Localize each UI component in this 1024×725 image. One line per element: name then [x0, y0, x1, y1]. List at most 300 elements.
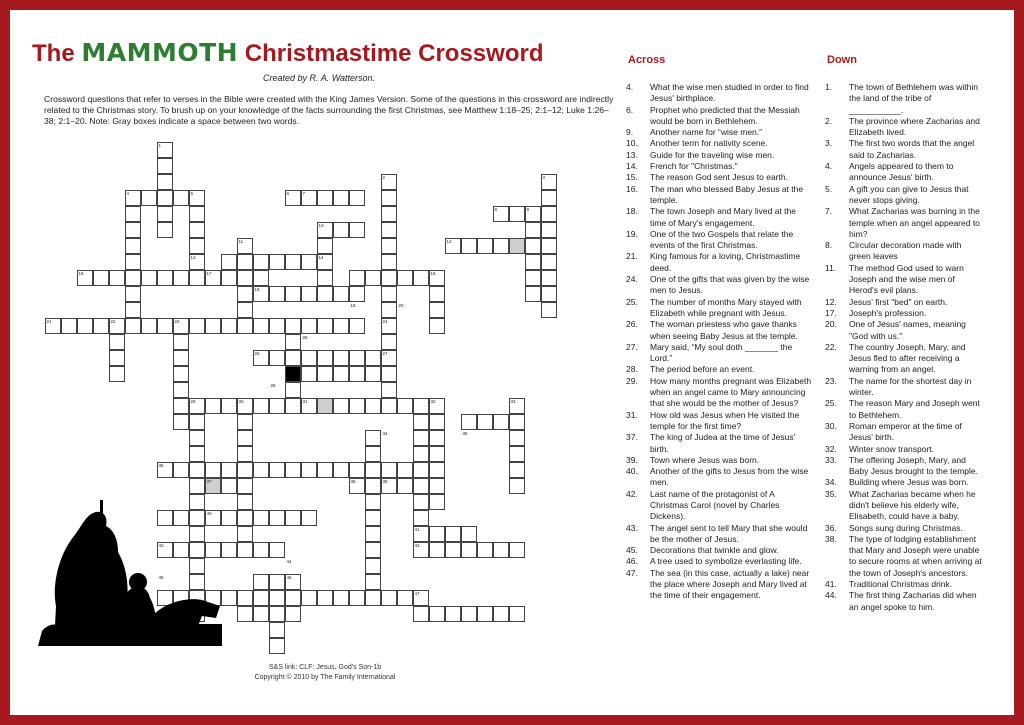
grid-cell[interactable]	[125, 270, 141, 286]
byline: Created by R. A. Watterson.	[263, 73, 376, 83]
clue-text: One of the gifts that was given by the wise men to Jesus.	[650, 274, 810, 296]
grid-cell[interactable]	[333, 398, 349, 414]
grid-number: 40	[206, 511, 212, 516]
clue-text: A tree used to symbolize everlasting life.	[650, 556, 802, 567]
grid-cell[interactable]	[77, 318, 93, 334]
grid-cell[interactable]	[269, 542, 285, 558]
grid-cell[interactable]	[157, 174, 173, 190]
grid-cell[interactable]	[253, 318, 269, 334]
clue-number: 16.	[626, 183, 638, 194]
clue-number: 7.	[825, 206, 833, 217]
clue-number: 23.	[825, 375, 837, 386]
grid-cell[interactable]	[237, 254, 253, 270]
clue-number: 34.	[825, 477, 837, 488]
grid-cell[interactable]	[349, 286, 365, 302]
grid-number: 35	[462, 431, 468, 436]
grid-cell[interactable]	[365, 350, 381, 366]
grid-cell[interactable]	[349, 222, 365, 238]
grid-cell[interactable]	[301, 254, 317, 270]
grid-cell[interactable]	[301, 462, 317, 478]
grid-cell[interactable]	[221, 318, 237, 334]
grid-cell[interactable]	[269, 606, 285, 622]
grid-cell[interactable]	[173, 190, 189, 206]
grid-cell[interactable]	[221, 270, 237, 286]
grid-cell[interactable]	[381, 286, 397, 302]
down-clue	[825, 308, 985, 319]
grid-cell[interactable]	[317, 286, 333, 302]
grid-cell[interactable]	[477, 542, 493, 558]
grid-cell[interactable]	[333, 590, 349, 606]
grid-cell[interactable]	[525, 222, 541, 238]
grid-cell[interactable]	[429, 430, 445, 446]
clue-text: Another term for nativity scene.	[650, 138, 768, 149]
grid-cell[interactable]	[477, 414, 493, 430]
grid-cell[interactable]	[525, 238, 541, 254]
clue-number: 6.	[626, 104, 634, 115]
clue-number: 36.	[825, 522, 837, 533]
grid-cell[interactable]	[125, 254, 141, 270]
across-clue	[626, 229, 814, 252]
grid-cell[interactable]	[189, 270, 205, 286]
grid-cell[interactable]	[237, 478, 253, 494]
grid-cell[interactable]	[461, 542, 477, 558]
grid-cell[interactable]	[173, 414, 189, 430]
grid-cell[interactable]	[381, 302, 397, 318]
grid-cell[interactable]	[397, 398, 413, 414]
clue-number: 1.	[825, 82, 833, 92]
across-clue	[626, 545, 814, 556]
grid-cell[interactable]	[413, 606, 429, 622]
grid-cell[interactable]	[253, 398, 269, 414]
grid-cell[interactable]	[173, 398, 189, 414]
grid-cell[interactable]	[189, 446, 205, 462]
grid-cell[interactable]	[365, 510, 381, 526]
clue-number: 14.	[626, 161, 638, 172]
grid-cell[interactable]	[285, 254, 301, 270]
grid-cell[interactable]	[397, 270, 413, 286]
clue-text: A gift you can give to Jesus that never stops giving.	[849, 183, 969, 205]
grid-cell[interactable]	[253, 590, 269, 606]
grid-cell[interactable]	[541, 286, 557, 302]
grid-cell[interactable]	[429, 318, 445, 334]
grid-cell[interactable]	[173, 270, 189, 286]
grid-cell[interactable]	[413, 494, 429, 510]
grid-cell[interactable]	[157, 270, 173, 286]
grid-cell[interactable]	[541, 206, 557, 222]
grid-cell[interactable]	[365, 494, 381, 510]
clue-number: 40.	[626, 466, 638, 477]
clue-number: 18.	[626, 206, 638, 217]
grid-cell[interactable]	[157, 318, 173, 334]
grid-cell[interactable]	[125, 318, 141, 334]
grid-cell[interactable]	[365, 574, 381, 590]
grid-cell[interactable]	[541, 222, 557, 238]
grid-cell[interactable]	[317, 238, 333, 254]
grid-cell[interactable]	[317, 366, 333, 382]
grid-cell[interactable]	[269, 462, 285, 478]
grid-cell[interactable]	[269, 350, 285, 366]
grid-cell[interactable]	[189, 430, 205, 446]
grid-cell[interactable]	[301, 590, 317, 606]
grid-cell[interactable]	[237, 286, 253, 302]
grid-cell[interactable]	[157, 158, 173, 174]
grid-cell[interactable]	[429, 302, 445, 318]
grid-cell[interactable]	[301, 318, 317, 334]
grid-cell[interactable]	[445, 542, 461, 558]
grid-cell[interactable]	[333, 318, 349, 334]
grid-cell[interactable]	[285, 510, 301, 526]
clue-text: The offering Joseph, Mary, and Baby Jesus brought to the temple.	[849, 454, 978, 477]
grid-cell[interactable]	[173, 462, 189, 478]
down-clue	[825, 477, 985, 488]
grid-cell[interactable]	[93, 318, 109, 334]
grid-cell[interactable]	[349, 190, 365, 206]
grid-cell[interactable]	[461, 606, 477, 622]
grid-cell[interactable]	[509, 446, 525, 462]
clue-number: 11.	[825, 262, 837, 273]
grid-number: 29	[190, 399, 196, 404]
across-clue	[626, 455, 814, 466]
down-clue	[825, 579, 985, 590]
grid-cell[interactable]	[429, 606, 445, 622]
clue-text: Traditional Christmas drink.	[849, 579, 953, 590]
grid-cell[interactable]	[205, 398, 221, 414]
grid-cell[interactable]	[397, 590, 413, 606]
grid-cell[interactable]	[189, 222, 205, 238]
grid-cell[interactable]	[125, 286, 141, 302]
grid-cell[interactable]	[381, 190, 397, 206]
grid-cell[interactable]	[93, 270, 109, 286]
grid-cell[interactable]	[157, 206, 173, 222]
down-clue	[825, 138, 985, 161]
grid-number: 23	[174, 319, 180, 324]
grid-cell[interactable]	[477, 238, 493, 254]
grid-cell[interactable]	[413, 462, 429, 478]
grid-cell[interactable]	[237, 430, 253, 446]
footer	[240, 663, 410, 683]
clue-text: What the wise men studied in order to find Jesus' birthplace.	[650, 82, 809, 104]
grid-cell[interactable]	[189, 478, 205, 494]
clue-text: The king of Judea at the time of Jesus' birth.	[650, 432, 796, 454]
grid-cell[interactable]	[109, 350, 125, 366]
grid-number: 14	[318, 255, 324, 260]
across-clue	[626, 410, 814, 433]
grid-cell[interactable]	[125, 222, 141, 238]
grid-cell[interactable]	[509, 462, 525, 478]
grid-cell[interactable]	[445, 606, 461, 622]
grid-cell[interactable]	[493, 542, 509, 558]
grid-cell[interactable]	[253, 270, 269, 286]
grid-cell[interactable]	[221, 478, 237, 494]
grid-cell[interactable]	[429, 526, 445, 542]
grid-cell[interactable]	[365, 446, 381, 462]
grid-cell[interactable]	[365, 542, 381, 558]
clue-text: The town of Bethlehem was within the land of the tribe of ___________.	[849, 82, 978, 115]
grid-cell[interactable]	[221, 254, 237, 270]
grid-number: 20	[398, 303, 404, 308]
grid-cell[interactable]	[237, 462, 253, 478]
grid-cell[interactable]	[461, 414, 477, 430]
grid-number: 28	[270, 383, 276, 388]
grid-cell[interactable]	[285, 286, 301, 302]
grid-cell[interactable]	[285, 334, 301, 350]
clue-number: 45.	[626, 545, 638, 556]
grid-cell[interactable]	[397, 478, 413, 494]
grid-cell[interactable]	[381, 382, 397, 398]
clue-number: 3.	[825, 138, 833, 149]
grid-cell[interactable]	[237, 414, 253, 430]
grid-cell[interactable]	[381, 222, 397, 238]
grid-cell[interactable]	[141, 190, 157, 206]
grid-cell[interactable]	[365, 366, 381, 382]
grid-cell[interactable]	[461, 238, 477, 254]
across-clue	[626, 319, 814, 342]
grid-cell[interactable]	[301, 286, 317, 302]
grid-cell[interactable]	[237, 302, 253, 318]
grid-cell[interactable]	[205, 318, 221, 334]
grid-cell[interactable]	[525, 270, 541, 286]
grid-cell[interactable]	[141, 318, 157, 334]
grid-cell[interactable]	[253, 254, 269, 270]
grid-cell[interactable]	[125, 206, 141, 222]
grid-cell[interactable]	[541, 190, 557, 206]
across-clue	[626, 150, 814, 161]
down-clue	[825, 161, 985, 184]
grid-cell[interactable]	[189, 206, 205, 222]
grid-cell[interactable]	[173, 366, 189, 382]
grid-cell[interactable]	[109, 334, 125, 350]
grid-cell[interactable]	[317, 590, 333, 606]
grid-cell[interactable]	[493, 606, 509, 622]
grid-cell[interactable]	[429, 494, 445, 510]
grid-number: 21	[46, 319, 52, 324]
grid-cell[interactable]	[285, 382, 301, 398]
grid-cell[interactable]	[365, 462, 381, 478]
grid-cell[interactable]	[429, 446, 445, 462]
grid-cell[interactable]	[509, 542, 525, 558]
grid-cell[interactable]	[509, 414, 525, 430]
grid-cell[interactable]	[333, 366, 349, 382]
grid-cell[interactable]	[541, 302, 557, 318]
grid-number: 38	[350, 479, 356, 484]
grid-cell[interactable]	[381, 398, 397, 414]
across-clue	[626, 568, 814, 602]
grid-cell[interactable]	[509, 430, 525, 446]
grid-cell[interactable]	[429, 462, 445, 478]
grid-cell[interactable]	[173, 334, 189, 350]
grid-cell[interactable]	[525, 286, 541, 302]
grid-cell[interactable]	[317, 350, 333, 366]
grid-cell[interactable]	[109, 366, 125, 382]
grid-cell[interactable]	[349, 590, 365, 606]
clue-text: The number of months Mary stayed with Elizabeth while pregnant with Jesus.	[650, 296, 802, 318]
grid-cell[interactable]	[397, 462, 413, 478]
grid-cell[interactable]	[125, 238, 141, 254]
grid-cell[interactable]	[253, 542, 269, 558]
grid-cell[interactable]	[285, 606, 301, 622]
grid-cell[interactable]	[413, 430, 429, 446]
grid-cell[interactable]	[413, 446, 429, 462]
clue-number: 37.	[626, 432, 638, 443]
grid-cell[interactable]	[493, 414, 509, 430]
grid-cell[interactable]	[381, 254, 397, 270]
grid-cell[interactable]	[381, 334, 397, 350]
grid-cell[interactable]	[525, 254, 541, 270]
grid-cell[interactable]	[365, 270, 381, 286]
grid-cell[interactable]	[173, 350, 189, 366]
grid-cell[interactable]	[365, 398, 381, 414]
grid-cell[interactable]	[317, 190, 333, 206]
grid-number: 37	[206, 479, 212, 484]
grid-cell[interactable]	[285, 318, 301, 334]
across-clue	[626, 206, 814, 229]
clue-text: Joseph's profession.	[849, 307, 927, 318]
grid-cell[interactable]	[157, 190, 173, 206]
grid-number: 46	[286, 575, 292, 580]
grid-cell[interactable]	[253, 574, 269, 590]
grid-cell[interactable]	[333, 286, 349, 302]
grid-cell[interactable]	[493, 238, 509, 254]
grid-cell[interactable]	[365, 558, 381, 574]
across-clue	[626, 364, 814, 375]
grid-cell[interactable]	[509, 478, 525, 494]
grid-cell[interactable]	[365, 526, 381, 542]
grid-cell[interactable]	[269, 318, 285, 334]
clue-text: The reason Mary and Joseph went to Bethlehem.	[849, 398, 980, 420]
grid-cell[interactable]	[381, 206, 397, 222]
grid-cell[interactable]	[349, 270, 365, 286]
grid-cell[interactable]	[141, 270, 157, 286]
grid-cell[interactable]	[157, 222, 173, 238]
grid-cell[interactable]	[349, 462, 365, 478]
grid-number: 5	[190, 191, 194, 196]
grid-cell[interactable]	[365, 478, 381, 494]
grid-cell[interactable]	[333, 222, 349, 238]
grid-cell[interactable]	[269, 590, 285, 606]
grid-cell[interactable]	[541, 254, 557, 270]
grid-cell[interactable]	[125, 302, 141, 318]
down-clue	[825, 534, 985, 579]
grid-cell[interactable]	[285, 462, 301, 478]
grid-number: 42	[158, 543, 164, 548]
grid-cell[interactable]	[349, 366, 365, 382]
grid-cell[interactable]	[413, 270, 429, 286]
grid-cell[interactable]	[429, 542, 445, 558]
grid-cell[interactable]	[413, 510, 429, 526]
grid-cell[interactable]	[381, 462, 397, 478]
grid-cell[interactable]	[189, 318, 205, 334]
grid-cell[interactable]	[333, 190, 349, 206]
across-clue	[626, 161, 814, 172]
grid-cell[interactable]	[333, 350, 349, 366]
grid-cell[interactable]	[285, 398, 301, 414]
grid-cell[interactable]	[269, 398, 285, 414]
clue-text: King famous for a loving, Christmastime deed.	[650, 251, 801, 273]
grid-cell[interactable]	[429, 286, 445, 302]
clue-text: Songs sung during Christmas.	[849, 522, 963, 533]
grid-cell[interactable]	[317, 318, 333, 334]
grid-cell[interactable]	[381, 366, 397, 382]
grid-cell[interactable]	[429, 414, 445, 430]
clue-text: Guide for the traveling wise men.	[650, 149, 775, 160]
grid-cell[interactable]	[109, 270, 125, 286]
grid-cell[interactable]	[445, 526, 461, 542]
grid-cell[interactable]	[269, 638, 285, 654]
grid-cell[interactable]	[253, 510, 269, 526]
clue-text: The first thing Zacharias did when an angel spoke to him.	[849, 590, 977, 612]
grid-cell[interactable]	[349, 318, 365, 334]
grid-cell[interactable]	[477, 606, 493, 622]
grid-cell[interactable]	[365, 590, 381, 606]
grid-cell[interactable]	[269, 286, 285, 302]
grid-cell[interactable]	[541, 238, 557, 254]
across-clue	[626, 376, 814, 410]
grid-cell[interactable]	[301, 350, 317, 366]
grid-number: 6	[286, 191, 290, 196]
grid-cell[interactable]	[509, 606, 525, 622]
grid-cell[interactable]	[365, 430, 381, 446]
clue-number: 32.	[825, 443, 837, 454]
grid-cell[interactable]	[237, 318, 253, 334]
down-clue	[825, 240, 985, 263]
grid-cell[interactable]	[317, 270, 333, 286]
grid-cell[interactable]	[269, 574, 285, 590]
grid-cell[interactable]	[285, 350, 301, 366]
grid-number: 11	[238, 239, 244, 244]
grid-cell[interactable]	[221, 398, 237, 414]
grid-cell[interactable]	[301, 510, 317, 526]
grid-cell[interactable]	[381, 590, 397, 606]
title-highlight: MAMMOTH	[81, 38, 239, 67]
grid-cell[interactable]	[541, 270, 557, 286]
grid-cell[interactable]	[237, 270, 253, 286]
grid-cell[interactable]	[205, 462, 221, 478]
grid-cell[interactable]	[413, 478, 429, 494]
grid-cell[interactable]	[349, 398, 365, 414]
grid-cell[interactable]	[509, 206, 525, 222]
grid-cell[interactable]	[221, 462, 237, 478]
grid-number: 7	[302, 191, 306, 196]
grid-cell[interactable]	[461, 526, 477, 542]
grid-cell[interactable]	[189, 462, 205, 478]
grid-cell[interactable]	[317, 462, 333, 478]
down-clue	[825, 319, 985, 342]
grid-cell[interactable]	[189, 238, 205, 254]
grid-cell[interactable]	[285, 590, 301, 606]
grid-cell[interactable]	[269, 622, 285, 638]
grid-cell[interactable]	[349, 350, 365, 366]
grid-cell[interactable]	[429, 478, 445, 494]
grid-cell[interactable]	[61, 318, 77, 334]
grid-cell[interactable]	[381, 238, 397, 254]
grid-cell[interactable]	[301, 366, 317, 382]
grid-cell[interactable]	[173, 382, 189, 398]
grid-cell[interactable]	[333, 462, 349, 478]
grid-cell[interactable]	[253, 462, 269, 478]
grid-number: 18	[254, 287, 260, 292]
grid-cell[interactable]	[253, 606, 269, 622]
grid-number: 15	[430, 271, 436, 276]
grid-cell[interactable]	[413, 414, 429, 430]
grid-cell[interactable]	[269, 254, 285, 270]
grid-cell[interactable]	[413, 398, 429, 414]
grid-cell[interactable]	[189, 414, 205, 430]
grid-cell[interactable]	[237, 446, 253, 462]
grid-space-cell[interactable]	[509, 238, 525, 254]
grid-cell[interactable]	[269, 510, 285, 526]
grid-cell[interactable]	[381, 270, 397, 286]
grid-space-cell[interactable]	[317, 398, 333, 414]
